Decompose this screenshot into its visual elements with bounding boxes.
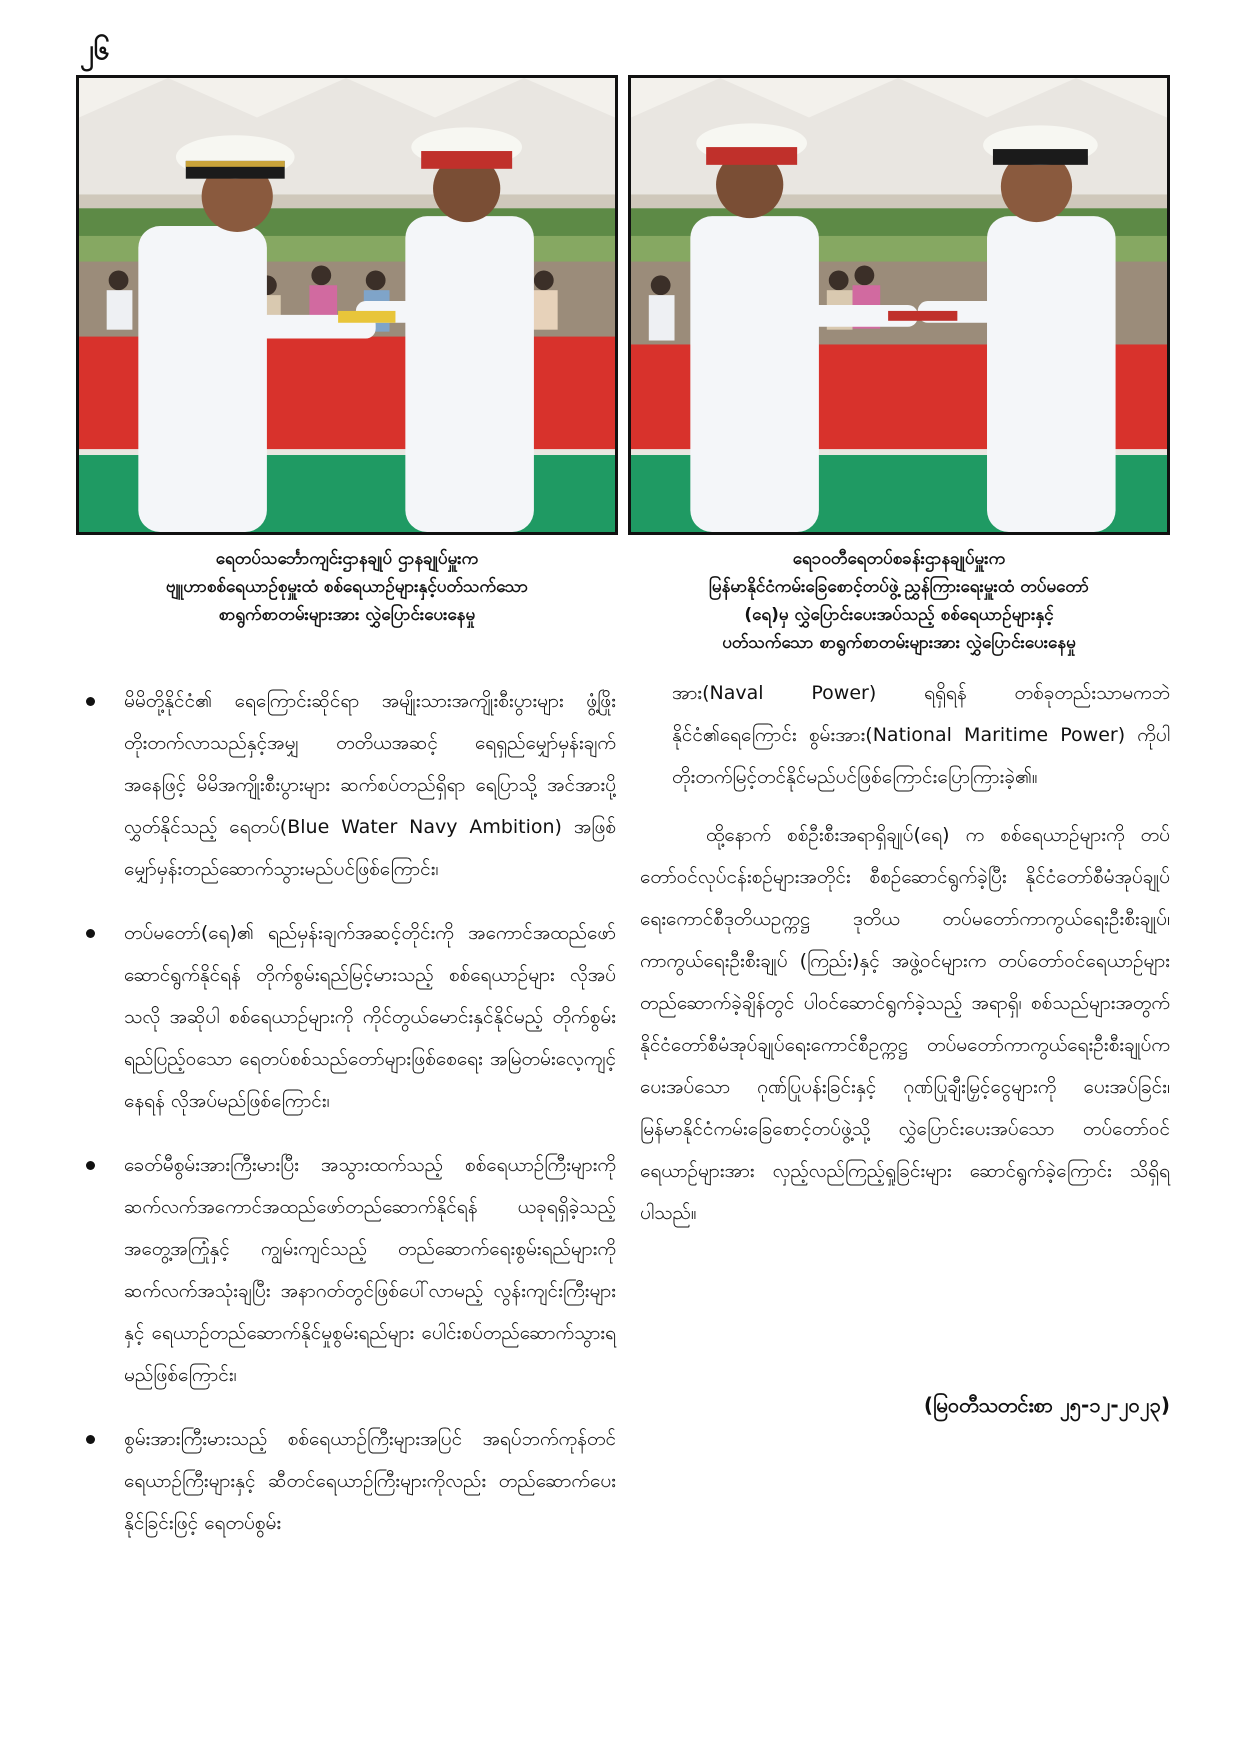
bullet-text: ခေတ်မီစွမ်းအားကြီးမားပြီး အသွားထက်သည့် စစ်ရေယာဉ်ကြီးများကို ဆက်လက်အကောင်အထည်ဖော်တည်ဆောက်နိုင်ရန် ယခုရရှိခဲ့သည့် အတွေ့အကြုံနှင့် ကျွမ်းကျင်သည့် တည်ဆောက်ရေးစွမ်းရည်များကို ဆက်လက်အသုံးချပြီး အနာဂတ်တွင်ဖြစ်ပေါ်လာမည့် လွန်းကျင်းကြီးများနှင့် ရေယာဉ်တည်ဆောက်နိုင်မှုစွမ်းရည်များ ပေါင်းစပ်တည်ဆောက်သွားရမည်ဖြစ်ကြောင်း၊ (124, 1154, 616, 1386)
caption-line: ပတ်သက်သော စာရွက်စာတမ်းများအား လွှဲပြောင်းပေးနေမှု (722, 633, 1076, 653)
bullet-icon (86, 1435, 95, 1444)
photo-caption-right (628, 545, 1170, 657)
bullet-text: တပ်မတော်(ရေ)၏ ရည်မှန်းချက်အဆင့်တိုင်းကို အကောင်အထည်ဖော်ဆောင်ရွက်နိုင်ရန် တိုက်စွမ်းရည်မြင့်မားသည့် စစ်ရေယာဉ်များ လိုအပ်သလို အဆိုပါ စစ်ရေယာဉ်များကို ကိုင်တွယ်မောင်းနှင်နိုင်မည့် တိုက်စွမ်းရည်ပြည့်ဝသော ရေတပ်စစ်သည်တော်များဖြစ်စေရေး အမြဲတမ်းလေ့ကျင့်နေရန် လိုအပ်မည်ဖြစ်ကြောင်း၊ (124, 922, 616, 1112)
caption-line: စာရွက်စာတမ်းများအား လွှဲပြောင်းပေးနေမှု (218, 605, 476, 625)
page-number: ၂၆ (80, 33, 110, 66)
caption-line: ဗျူဟာစစ်ရေယာဉ်စုမှူးထံ စစ်ရေယာဉ်များနှင့်ပတ်သက်သော (165, 577, 529, 597)
left-column (76, 680, 616, 1566)
bullet-text: မိမိတို့နိုင်ငံ၏ ရေကြောင်းဆိုင်ရာ အမျိုးသားအကျိုးစီးပွားများ ဖွံ့ဖြိုးတိုးတက်လာသည်နှင့်အမျှ တတိယအဆင့် ရေရှည်မျှော်မှန်းချက်အနေဖြင့် မိမိအကျိုးစီးပွားများ ဆက်စပ်တည်ရှိရာ ရေပြာသို့ အင်အားပို့လွှတ်နိုင်သည့် ရေတပ်(Blue Water Navy Ambition) အဖြစ် မျှော်မှန်းတည်ဆောက်သွားမည်ပင်ဖြစ်ကြောင်း၊ (124, 690, 616, 880)
bullet-item (76, 912, 616, 1122)
ceremony-photo-left (79, 78, 615, 532)
caption-line: ရေတပ်သင်္ဘောကျင်းဌာနချုပ် ဌာနချုပ်မှူးက (215, 549, 479, 569)
ceremony-photo-right (631, 78, 1167, 532)
news-source: (မြဝတီသတင်းစာ ၂၅-၁၂-၂၀၂၃) (923, 1393, 1170, 1417)
bullet-icon (86, 929, 95, 938)
bullet-item (76, 1144, 616, 1396)
bullet-icon (86, 1161, 95, 1170)
photo-caption-left (76, 545, 618, 629)
caption-line: မြန်မာနိုင်ငံကမ်းခြေစောင့်တပ်ဖွဲ့ ညွှန်ကြားရေးမှူးထံ တပ်မတော် (709, 577, 1089, 597)
photo-handover-right (628, 75, 1170, 535)
bullet-item (76, 680, 616, 890)
caption-line: ရေ၁ဝတီရေတပ်စခန်းဌာနချုပ်မှူးက (792, 549, 1006, 569)
photo-handover-left (76, 75, 618, 535)
right-column (640, 672, 1170, 1417)
body-paragraph: ထို့နောက် စစ်ဦးစီးအရာရှိချုပ်(ရေ) က စစ်ရေယာဉ်များကို တပ်တော်ဝင်လုပ်ငန်းစဉ်များအတိုင်း စီစဉ်ဆောင်ရွက်ခဲ့ပြီး နိုင်ငံတော်စီမံအုပ်ချုပ်ရေးကောင်စီဒုတိယဥက္ကဋ္ဌ ဒုတိယ တပ်မတော်ကာကွယ်ရေးဦးစီးချုပ်၊ ကာကွယ်ရေးဦးစီးချုပ် (ကြည်း)နှင့် အဖွဲ့ဝင်များက တပ်တော်ဝင်ရေယာဉ်များ တည်ဆောက်ခဲ့ချိန်တွင် ပါဝင်ဆောင်ရွက်ခဲ့သည့် အရာရှိ၊ စစ်သည်များအတွက် နိုင်ငံတော်စီမံအုပ်ချုပ်ရေးကောင်စီဥက္ကဋ္ဌ တပ်မတော်ကာကွယ်ရေးဦးစီးချုပ်က ပေးအပ်သော ဂုဏ်ပြုပန်းခြင်းနှင့် ဂုဏ်ပြုချီးမြှင့်ငွေများကို ပေးအပ်ခြင်း၊ မြန်မာနိုင်ငံကမ်းခြေစောင့်တပ်ဖွဲ့သို့ လွှဲပြောင်းပေးအပ်သော တပ်တော်ဝင်ရေယာဉ်များအား လှည့်လည်ကြည့်ရှုခြင်းများ ဆောင်ရွက်ခဲ့ကြောင်း သိရှိရပါသည်။ (640, 824, 1170, 1224)
continuation-paragraph: အား(Naval Power) ရရှိရန် တစ်ခုတည်းသာမကဘဲ နိုင်ငံ၏ရေကြောင်း စွမ်းအား(National Maritime Power) ကိုပါ တိုးတက်မြင့်တင်နိုင်မည်ပင်ဖြစ်ကြောင်းပြောကြားခဲ့၏။ (672, 682, 1170, 788)
caption-line: (ရေ)မှ လွှဲပြောင်းပေးအပ်သည့် စစ်ရေယာဉ်များနှင့် (744, 605, 1054, 625)
bullet-text: စွမ်းအားကြီးမားသည့် စစ်ရေယာဉ်ကြီးများအပြင် အရပ်ဘက်ကုန်တင်ရေယာဉ်ကြီးများနှင့် ဆီတင်ရေယာဉ်ကြီးများကိုလည်း တည်ဆောက်ပေးနိုင်ခြင်းဖြင့် ရေတပ်စွမ်း (124, 1428, 616, 1534)
bullet-item (76, 1418, 616, 1544)
bullet-icon (86, 697, 95, 706)
